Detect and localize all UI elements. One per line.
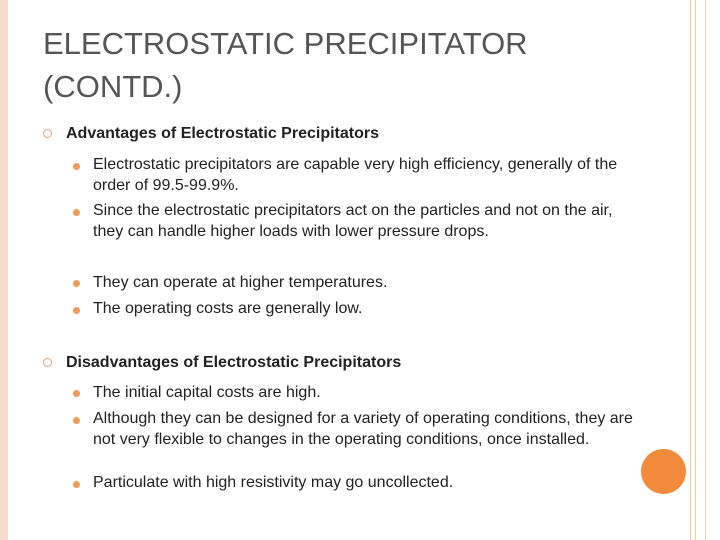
bullet-icon — [73, 209, 80, 216]
right-border-decoration — [690, 0, 696, 540]
title-line-1: ELECTROSTATIC PRECIPITATOR — [43, 26, 528, 61]
disadvantage-item-3: Particulate with high resistivity may go uncollected. — [93, 474, 454, 491]
disadvantages-bullet-icon — [43, 358, 52, 367]
bullet-icon — [73, 163, 80, 170]
advantages-heading: Advantages of Electrostatic Precipitators — [66, 125, 379, 142]
right-border-line — [705, 0, 706, 540]
bullet-icon — [73, 417, 80, 424]
advantage-item-3: They can operate at higher temperatures. — [93, 274, 388, 291]
disadvantage-item-2: Although they can be designed for a variety of operating conditions, they are not very flexible to changes in the operating conditions, once installed. — [93, 410, 633, 448]
left-border-decoration — [0, 0, 8, 540]
advantage-item-4: The operating costs are generally low. — [93, 300, 363, 317]
bullet-icon — [73, 307, 80, 314]
disadvantage-item-1: The initial capital costs are high. — [93, 384, 321, 401]
bullet-icon — [73, 481, 80, 488]
advantage-item-1: Electrostatic precipitators are capable very high efficiency, generally of the order of 99.5-99.9%. — [93, 156, 618, 194]
decorative-circle — [641, 449, 686, 494]
disadvantages-heading: Disadvantages of Electrostatic Precipitators — [66, 354, 402, 371]
bullet-icon — [73, 390, 80, 397]
title-line-2: (CONTD.) — [43, 69, 183, 104]
slide-title — [43, 22, 663, 108]
advantage-item-2: Since the electrostatic precipitators act on the particles and not on the air, they can handle higher loads with lower pressure drops. — [93, 202, 613, 240]
advantages-bullet-icon — [43, 129, 52, 138]
bullet-icon — [73, 280, 80, 287]
